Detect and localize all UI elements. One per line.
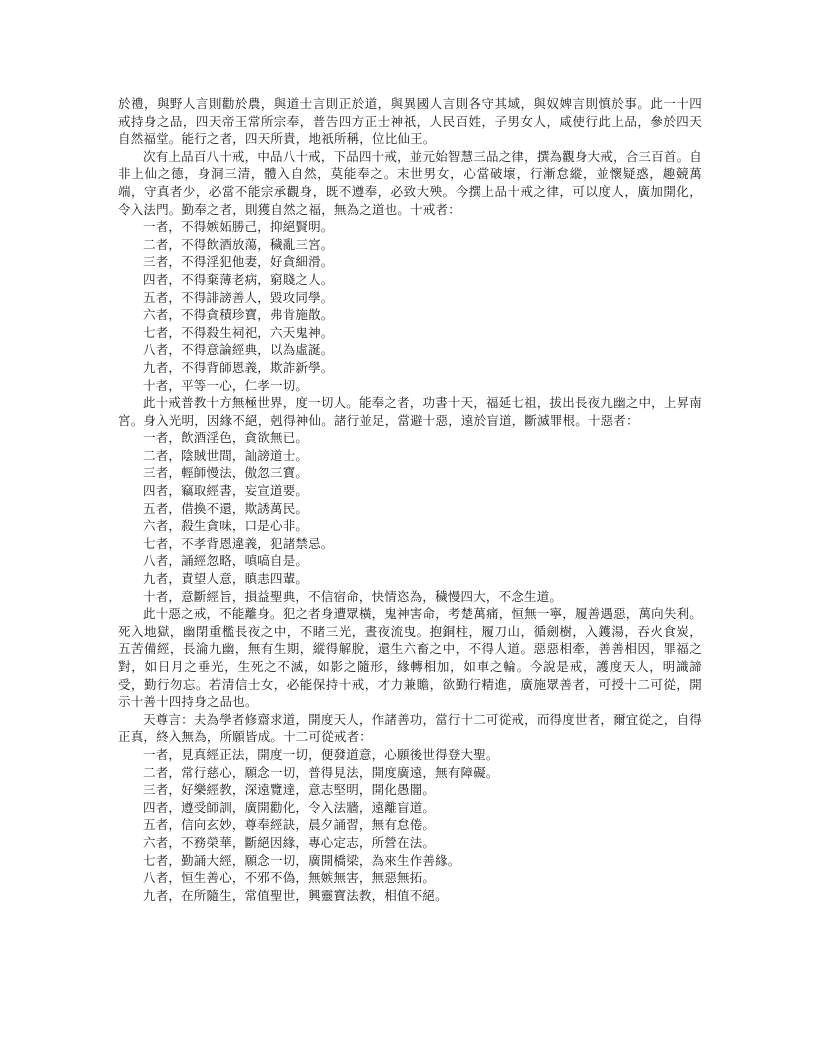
list-item: 七者，不得殺生祠祀，六天鬼神。 [143, 324, 334, 340]
document-body [118, 95, 702, 904]
paragraph: 此十惡之戒，不能離身。犯之者身遭眾橫，鬼神害命，考楚萬痛，恒無一寧，履善遇惡，萬向失利。死入地獄，幽閉重檻長夜之中，不睹三光，晝夜流曳。抱銅柱，履刀山，循劍樹，入鑊湯，吞火食炭，五苦備經，長淪九幽，無有生期，縱得解脫，還生六畜之中，不得人道。惡惡相牽，善善相因，罪福之對，如日月之垂光，生死之不滅，如影之隨形，緣轉相加，如車之輪。今說是戒，護度天人，明識諦受，勤行勿忘。若清信士女，必能保持十戒，才力兼贍，欲勤行精進，廣施眾善者，可授十二可從，開示十善十四持身之品也。 [118, 606, 702, 710]
list-item: 六者，不務榮華，斷絕因緣，專心定志，所營在法。 [143, 834, 436, 850]
list-item: 六者，殺生貪味，口是心非。 [143, 518, 309, 534]
list-item: 九者，不得背師恩義，欺詐新學。 [143, 359, 334, 375]
list-item: 十者，平等一心，仁孝一切。 [143, 377, 309, 393]
list-item: 七者，勤誦大經，願念一切，廣開橋梁，為來生作善緣。 [143, 852, 461, 868]
list-item: 二者，不得飲酒放蕩，穢亂三宮。 [143, 236, 334, 252]
list-item: 二者，陰賊世間，訕謗道士。 [143, 447, 309, 463]
paragraph: 於禮，與野人言則勸於農，與道士言則正於道，與異國人言則各守其域，與奴婢言則慎於事。此一十四戒持身之品，四天帝王常所宗奉，普告四方正士神祇，人民百姓，子男女人，咸使行此上品，參於四天自然福堂。能行之者，四天所貴，地祇所稱，位比仙王。 [118, 96, 702, 147]
list-item: 三者，輕師慢法，傲忽三寶。 [143, 465, 309, 481]
paragraph: 次有上品百八十戒，中品八十戒，下品四十戒，並元始智慧三品之律，撰為觀身大戒，合三百首。自非上仙之德，身洞三清，體入自然，莫能奉之。末世男女，心當破壞，行漸怠縱，並懷疑惑，趣競萬端，守真者少，必當不能宗承觀身，既不遵奉，必致大殃。今撰上品十戒之律，可以度人，廣加開化，令入法門。勤奉之者，則獲自然之福，無為之道也。十戒者： [118, 148, 702, 217]
list-item: 五者，借換不還，欺誘萬民。 [143, 500, 309, 516]
list-item: 八者，不得意論經典，以為虛誕。 [143, 342, 334, 358]
list-item: 五者，不得誹謗善人，毀攻同學。 [143, 289, 334, 305]
list-item: 三者，好樂經教，深遠覽達，意志堅明，開化愚闇。 [143, 782, 436, 798]
list-item: 一者，見真經正法，開度一切，便發道意，心願後世得登大聖。 [143, 746, 499, 762]
list-item: 八者，恒生善心，不邪不偽，無嫉無害，無惡無拓。 [143, 870, 436, 886]
list-item: 五者，信向玄妙，尊奉經訣，晨夕誦習，無有怠倦。 [143, 817, 436, 833]
list-item: 十者，意斷經旨，損益聖典，不信宿命，快情恣為，穢慢四大，不念生道。 [143, 588, 563, 604]
list-item: 四者，不得棄薄老病，窮賤之人。 [143, 271, 334, 287]
list-item: 三者，不得淫犯他妻，好貪細滑。 [143, 254, 334, 270]
list-item: 九者，在所隨生，常值聖世，興靈寶法教，相值不絕。 [143, 887, 448, 903]
list-item: 一者，不得嫉妬勝己，抑絕賢明。 [143, 219, 334, 235]
list-item: 一者，飲酒淫色，貪欲無已。 [143, 430, 309, 446]
list-item: 七者，不孝背恩違義，犯諸禁忌。 [143, 535, 334, 551]
paragraph: 此十戒普教十方無極世界，度一切人。能奉之者，功書十天，福延七祖，拔出長夜九幽之中，上昇南宮。身入光明，因緣不絕，剋得神仙。諸行並足，當避十惡，遠於盲道，斷滅罪根。十惡者： [118, 395, 702, 428]
list-item: 四者，遵受師訓，廣開勸化，令入法牆，遠離盲道。 [143, 799, 436, 815]
list-item: 二者，常行慈心，願念一切，普得見法，開度廣遠，無有障礙。 [143, 764, 499, 780]
list-item: 九者，責望人意，瞋恚四輩。 [143, 571, 309, 587]
paragraph: 天尊言：夫為學者修齋求道，開度天人，作諸善功，當行十二可從戒，而得度世者，爾宜從之，自得正真，終入無為，所願皆成。十二可從戒者： [118, 711, 702, 745]
list-item: 四者，竊取經書，妄宣道要。 [143, 483, 309, 499]
list-item: 八者，誦經忽略，嗔嗃自是。 [143, 553, 309, 569]
list-item: 六者，不得貪積珍寶，弗肯施散。 [143, 307, 334, 323]
